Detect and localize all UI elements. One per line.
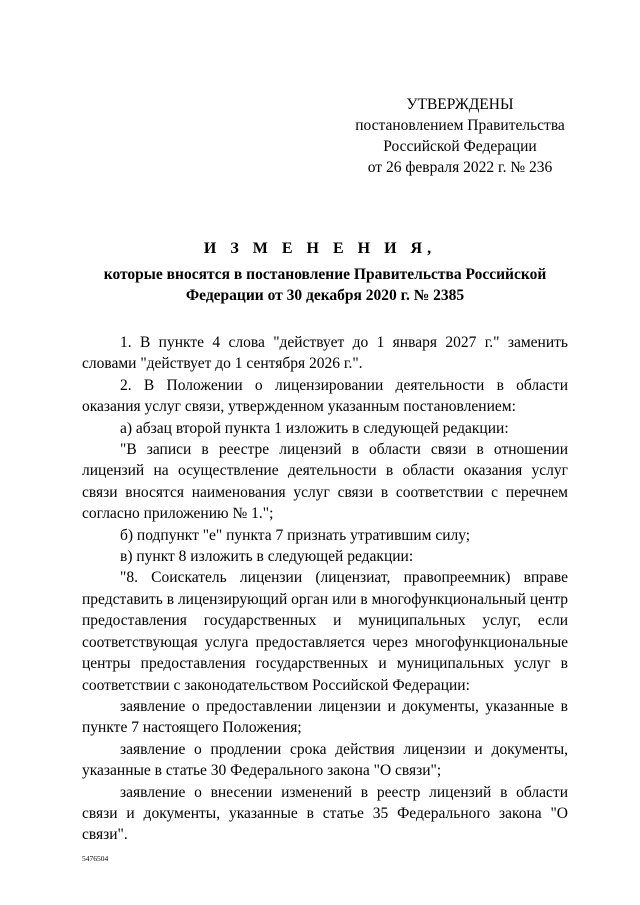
paragraph-10: заявление о внесении изменений в реестр лицензий в области связи и документы, указанные в статье 35 Федерального закона "О связи". <box>82 783 568 844</box>
document-number: 5476504 <box>82 854 109 863</box>
paragraph-8: заявление о предоставлении лицензии и документы, указанные в пункте 7 настоящего Положения; <box>82 697 568 737</box>
approval-line-3: от 26 февраля 2022 г. № 236 <box>367 159 553 176</box>
approval-block <box>340 94 580 178</box>
paragraph-4: "В записи в реестре лицензий в области связи в отношении лицензий на осуществление деятельности в области оказания услуг связи вносятся наименования услуг связи в соответствии с перечнем согласно приложению № 1."; <box>82 441 568 523</box>
approval-line-2: Российской Федерации <box>383 138 537 155</box>
paragraph-3: а) абзац второй пункта 1 изложить в следующей редакции: <box>120 419 509 437</box>
approval-title: УТВЕРЖДЕНЫ <box>406 96 514 113</box>
paragraph-1: 1. В пункте 4 слова "действует до 1 января 2027 г." заменить словами "действует до 1 сентября 2026 г.". <box>82 334 568 373</box>
document-subtitle: которые вносятся в постановление Правительства Российской Федерации от 30 декабря 2020 г. № 2385 <box>103 266 547 304</box>
document-title: И З М Е Н Е Н И Я, <box>203 240 437 257</box>
paragraph-9: заявление о продлении срока действия лицензии и документы, указанные в статье 30 Федерального закона "О связи"; <box>82 740 568 780</box>
paragraph-5: б) подпункт "е" пункта 7 признать утратившим силу; <box>120 526 471 544</box>
paragraph-7: "8. Соискатель лицензии (лицензиат, правопреемник) вправе представить в лицензирующий орган или в многофункциональный центр предоставления государственных и муниципальных услуг, если соответствующая услуга предоставляется через многофункциональные центры предоставления государственных и муниципальных услуг в соответствии с законодательством Российской Федерации: <box>82 569 568 694</box>
paragraph-2: 2. В Положении о лицензировании деятельности в области оказания услуг связи, утвержденном указанным постановлением: <box>82 376 568 416</box>
paragraph-6: в) пункт 8 изложить в следующей редакции: <box>120 548 414 566</box>
approval-line-1: постановлением Правительства <box>355 117 565 134</box>
document-body <box>82 332 568 846</box>
